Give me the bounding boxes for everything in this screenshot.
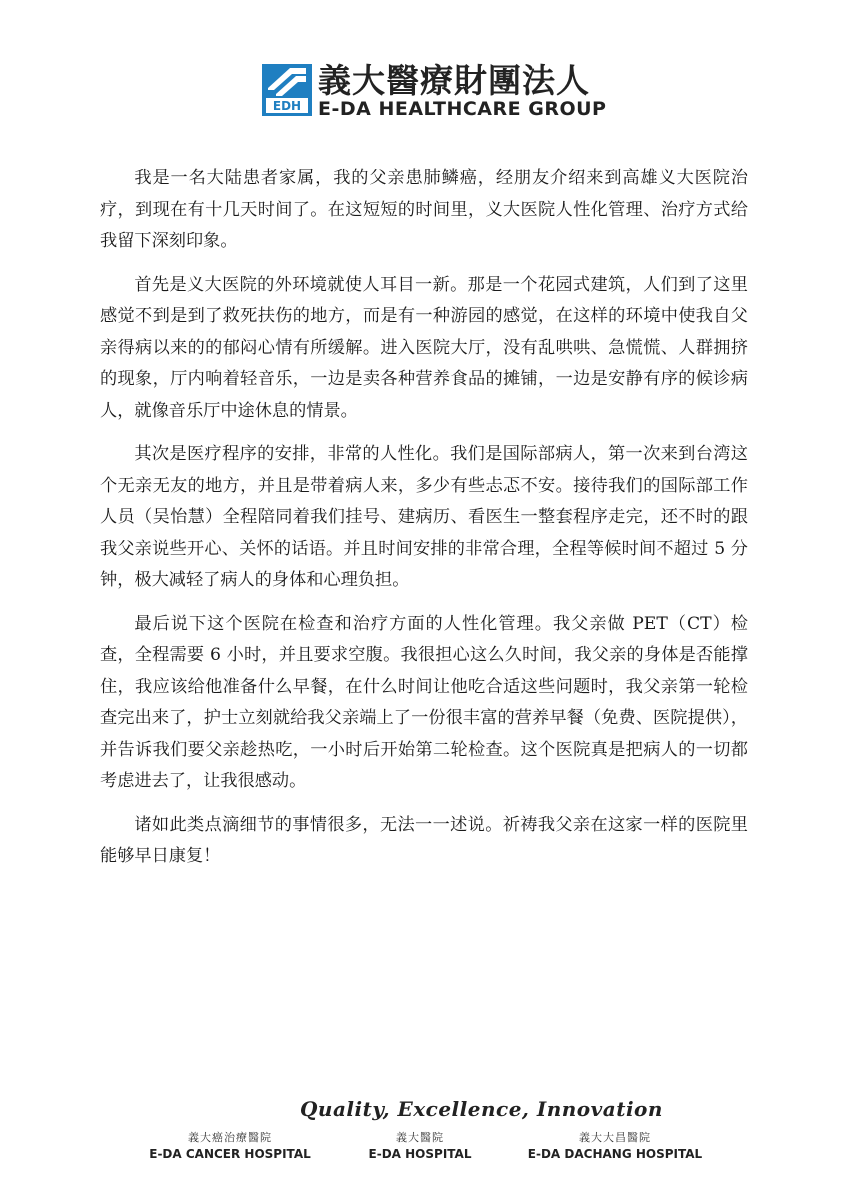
paragraph-2: 首先是义大医院的外环境就使人耳目一新。那是一个花园式建筑，人们到了这里感觉不到是到了救死扶伤的地方，而是有一种游园的感觉，在这样的环境中使我自父亲得病以来的的郁闷心情有所缓解。进入医院大厅，没有乱哄哄、急慌慌、人群拥挤的现象，厅内响着轻音乐，一边是卖各种营养食品的摊铺，一边是安静有序的候诊病人，就像音乐厅中途休息的情景。: [100, 274, 748, 421]
paragraph-1: 我是一名大陆患者家属，我的父亲患肺鳞癌，经朋友介绍来到高雄义大医院治疗，到现在有十几天时间了。在这短短的时间里，义大医院人性化管理、治疗方式给我留下深刻印象。: [100, 168, 748, 251]
letter-body: [100, 163, 748, 885]
hospital-cancer: [140, 1130, 320, 1162]
hospital-name-cn: 義大醫院: [396, 1131, 444, 1144]
logo-english-name: E-DA HEALTHCARE GROUP: [318, 98, 607, 120]
footer-hospital-list: [140, 1130, 710, 1170]
svg-text:EDH: EDH: [272, 99, 302, 113]
hospital-name-en: E-DA CANCER HOSPITAL: [149, 1147, 311, 1161]
hospital-main: [355, 1130, 485, 1162]
hospital-dachang: [520, 1130, 710, 1162]
logo-chinese-name: 義大醫療財團法人: [318, 61, 590, 100]
footer-motto: Quality, Excellence, Innovation: [300, 1097, 663, 1121]
hospital-name-cn: 義大大昌醫院: [579, 1131, 651, 1144]
paragraph-3: 其次是医疗程序的安排，非常的人性化。我们是国际部病人，第一次来到台湾这个无亲无友的地方，并且是带着病人来，多少有些忐忑不安。接待我们的国际部工作人员（吴怡慧）全程陪同着我们挂号、建病历、看医生一整套程序走完，还不时的跟我父亲说些开心、关怀的话语。并且时间安排的非常合理，全程等候时间不超过 5 分钟，极大减轻了病人的身体和心理负担。: [100, 444, 748, 590]
paragraph-4: 最后说下这个医院在检查和治疗方面的人性化管理。我父亲做 PET（CT）检查，全程需要 6 小时，并且要求空腹。我很担心这么久时间，我父亲的身体是否能撑住，我应该给他准备什么早餐，在什么时间让他吃合适这些问题时，我父亲第一轮检查完出来了，护士立刻就给我父亲端上了一份很丰富的营养早餐（免费、医院提供），并告诉我们要父亲趁热吃，一小时后开始第二轮检查。这个医院真是把病人的一切都考虑进去了，让我很感动。: [100, 613, 748, 791]
hospital-name-en: E-DA DACHANG HOSPITAL: [527, 1147, 703, 1161]
header-logo: [262, 61, 607, 122]
eda-logo-icon: [262, 64, 312, 116]
hospital-name-cn: 義大癌治療醫院: [188, 1131, 272, 1144]
paragraph-5: 诸如此类点滴细节的事情很多，无法一一述说。祈祷我父亲在这家一样的医院里能够早日康复！: [100, 814, 748, 866]
hospital-name-en: E-DA HOSPITAL: [368, 1147, 472, 1161]
